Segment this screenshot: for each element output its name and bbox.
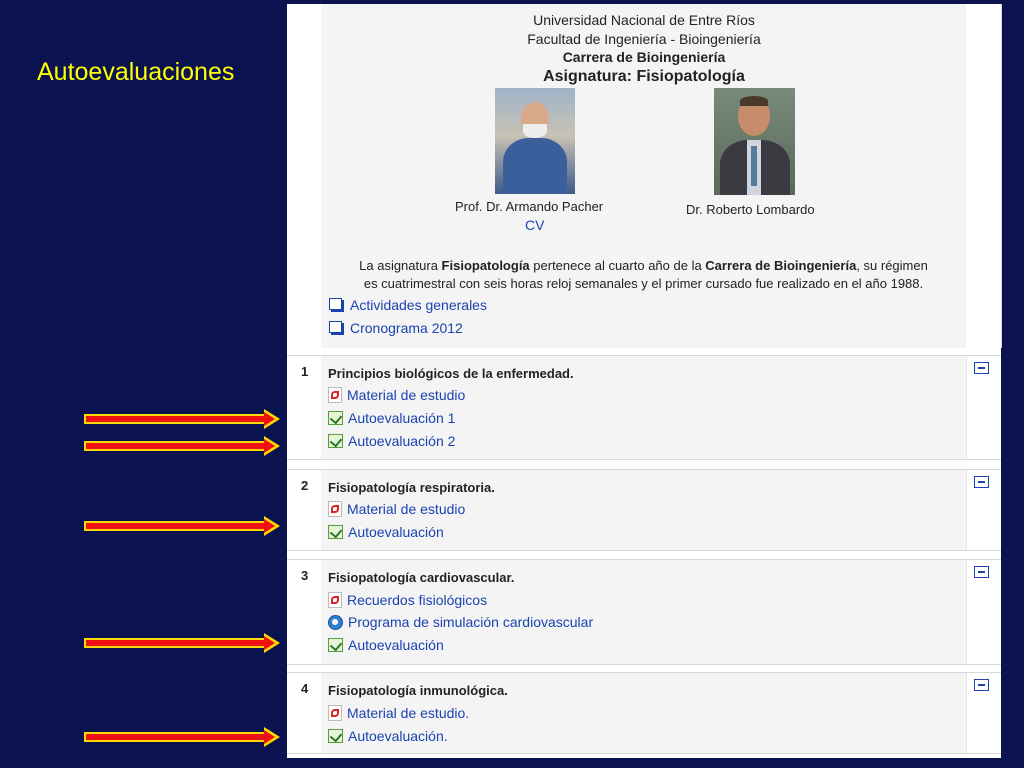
list-item[interactable]: Autoevaluación (328, 637, 444, 653)
section-2 (287, 469, 1001, 551)
university-name: Universidad Nacional de Entre Ríos (533, 12, 755, 28)
web-icon (328, 615, 343, 630)
section-number: 4 (301, 681, 309, 696)
quiz-icon (328, 729, 343, 743)
link-actividades-generales[interactable]: Actividades generales (329, 297, 487, 313)
arrow-icon (84, 436, 280, 456)
list-item[interactable]: Autoevaluación 2 (328, 433, 455, 449)
pdf-icon (328, 387, 342, 403)
section-title: Fisiopatología cardiovascular. (328, 570, 515, 585)
collapse-icon[interactable] (974, 476, 989, 488)
list-item[interactable]: Recuerdos fisiológicos (328, 592, 487, 608)
career-name: Carrera de Bioingeniería (562, 49, 726, 65)
quiz-icon (328, 638, 343, 652)
pdf-icon (328, 592, 342, 608)
list-item[interactable]: Programa de simulación cardiovascular (328, 614, 593, 630)
section-title: Principios biológicos de la enfermedad. (328, 366, 574, 381)
section-number: 1 (301, 364, 309, 379)
arrow-icon (84, 727, 280, 747)
arrow-icon (84, 409, 280, 429)
section-number: 3 (301, 568, 309, 583)
cv-link[interactable]: CV (525, 217, 545, 233)
slide-title: Autoevaluaciones (37, 58, 235, 86)
section-title: Fisiopatología respiratoria. (328, 480, 495, 495)
collapse-icon[interactable] (974, 362, 989, 374)
pdf-icon (328, 705, 342, 721)
faculty-name: Facultad de Ingeniería - Bioingeniería (527, 31, 761, 47)
course-page-panel (287, 4, 1001, 758)
list-item[interactable]: Autoevaluación. (328, 728, 448, 744)
arrow-icon (84, 633, 280, 653)
section-1 (287, 355, 1001, 460)
arrow-icon (84, 516, 280, 536)
course-header (287, 4, 1002, 348)
list-item[interactable]: Autoevaluación 1 (328, 410, 455, 426)
course-description: La asignatura Fisiopatología pertenece al cuarto año de la Carrera de Bioingeniería, su régimen es cuatrimestral con seis horas reloj semanales y el primer cursado fue realizado en el año 1988. (359, 258, 928, 291)
section-3 (287, 559, 1001, 665)
pdf-icon (328, 501, 342, 517)
quiz-icon (328, 434, 343, 448)
link-cronograma[interactable]: Cronograma 2012 (329, 320, 463, 336)
section-number: 2 (301, 478, 309, 493)
page-icon (329, 321, 342, 333)
collapse-icon[interactable] (974, 566, 989, 578)
collapse-icon[interactable] (974, 679, 989, 691)
list-item[interactable]: Material de estudio. (328, 705, 469, 721)
professor-photo-lombardo (714, 88, 795, 195)
professor-caption-pacher: Prof. Dr. Armando Pacher (455, 199, 604, 214)
professor-caption-lombardo: Dr. Roberto Lombardo (686, 202, 815, 217)
section-title: Fisiopatología inmunológica. (328, 683, 508, 698)
page-icon (329, 298, 342, 310)
list-item[interactable]: Autoevaluación (328, 524, 444, 540)
quiz-icon (328, 525, 343, 539)
list-item[interactable]: Material de estudio (328, 501, 465, 517)
professor-photo-pacher (495, 88, 575, 194)
section-4 (287, 672, 1001, 754)
course-name: Asignatura: Fisiopatología (543, 68, 745, 85)
list-item[interactable]: Material de estudio (328, 387, 465, 403)
quiz-icon (328, 411, 343, 425)
